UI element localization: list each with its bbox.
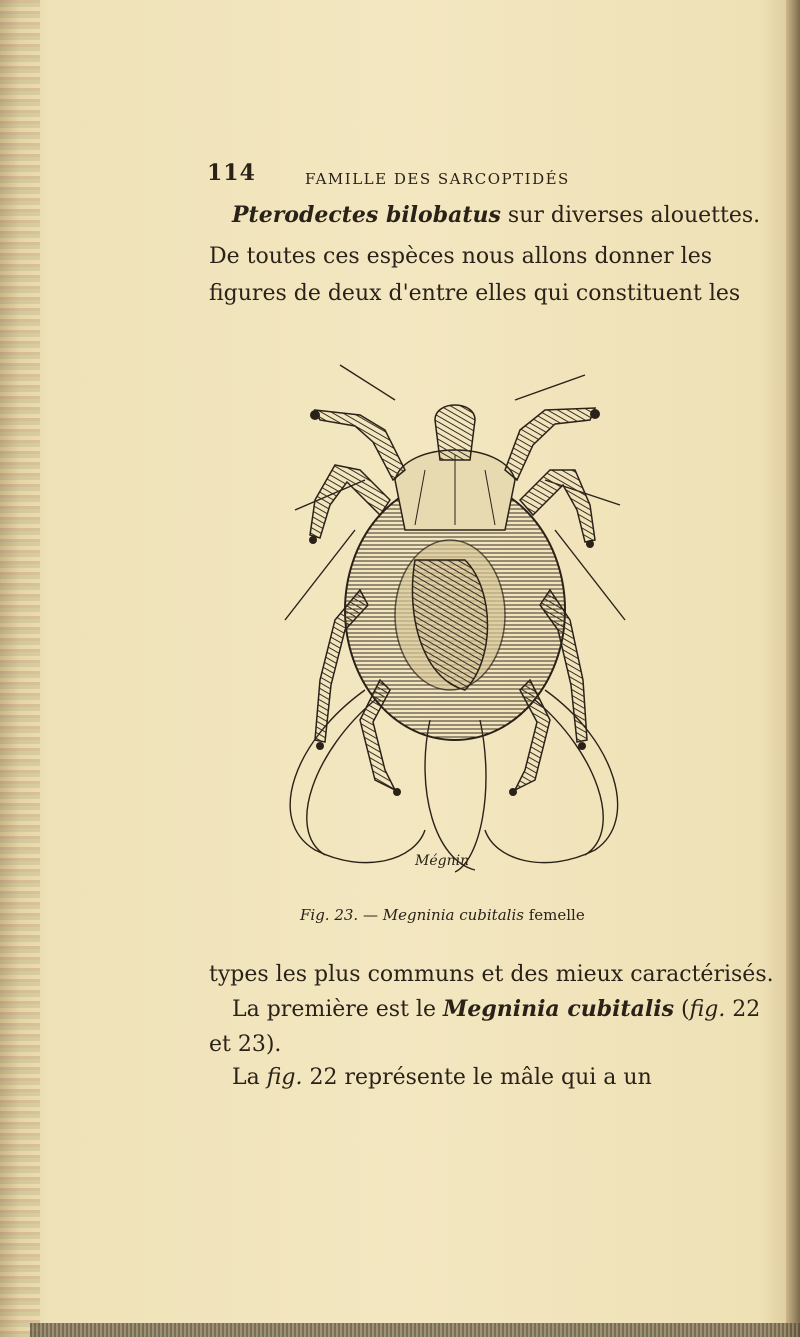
artist-signature: Mégnin: [415, 853, 470, 869]
species-name: Pterodectes bilobatus: [232, 202, 501, 228]
text-span: sur diverses alouettes.: [500, 203, 761, 228]
text-line: [232, 996, 760, 1022]
mite-illustration: [265, 360, 645, 900]
page-number: 114: [207, 160, 256, 186]
running-title: FAMILLE DES SARCOPTIDÉS: [305, 170, 570, 188]
text-span: La première est le: [232, 997, 443, 1022]
book-spine-edge: [0, 0, 40, 1337]
species-name: Megninia cubitalis: [442, 996, 674, 1022]
text-line: figures de deux d'entre elles qui constituent les: [209, 281, 741, 306]
text-line: [232, 202, 760, 228]
figure-caption: [300, 906, 585, 924]
caption-sex: femelle: [523, 906, 585, 924]
caption-species: Megninia cubitalis: [382, 906, 524, 924]
page-right-edge: [786, 0, 800, 1337]
text-line: et 23).: [209, 1032, 282, 1057]
page-bottom-edge: [30, 1323, 800, 1337]
caption-fig-label: Fig. 23.: [300, 906, 359, 924]
fig-reference: fig.: [689, 997, 726, 1022]
text-span: La: [232, 1065, 267, 1090]
text-line: [232, 1065, 652, 1090]
text-line: De toutes ces espèces nous allons donner les: [209, 244, 713, 269]
text-span: (: [673, 997, 690, 1022]
text-span: 22 représente le mâle qui a un: [302, 1065, 652, 1090]
text-span: 22: [725, 997, 761, 1022]
text-line: types les plus communs et des mieux caractérisés.: [209, 962, 774, 987]
caption-dash: —: [358, 906, 383, 924]
fig-reference: fig.: [266, 1065, 303, 1090]
